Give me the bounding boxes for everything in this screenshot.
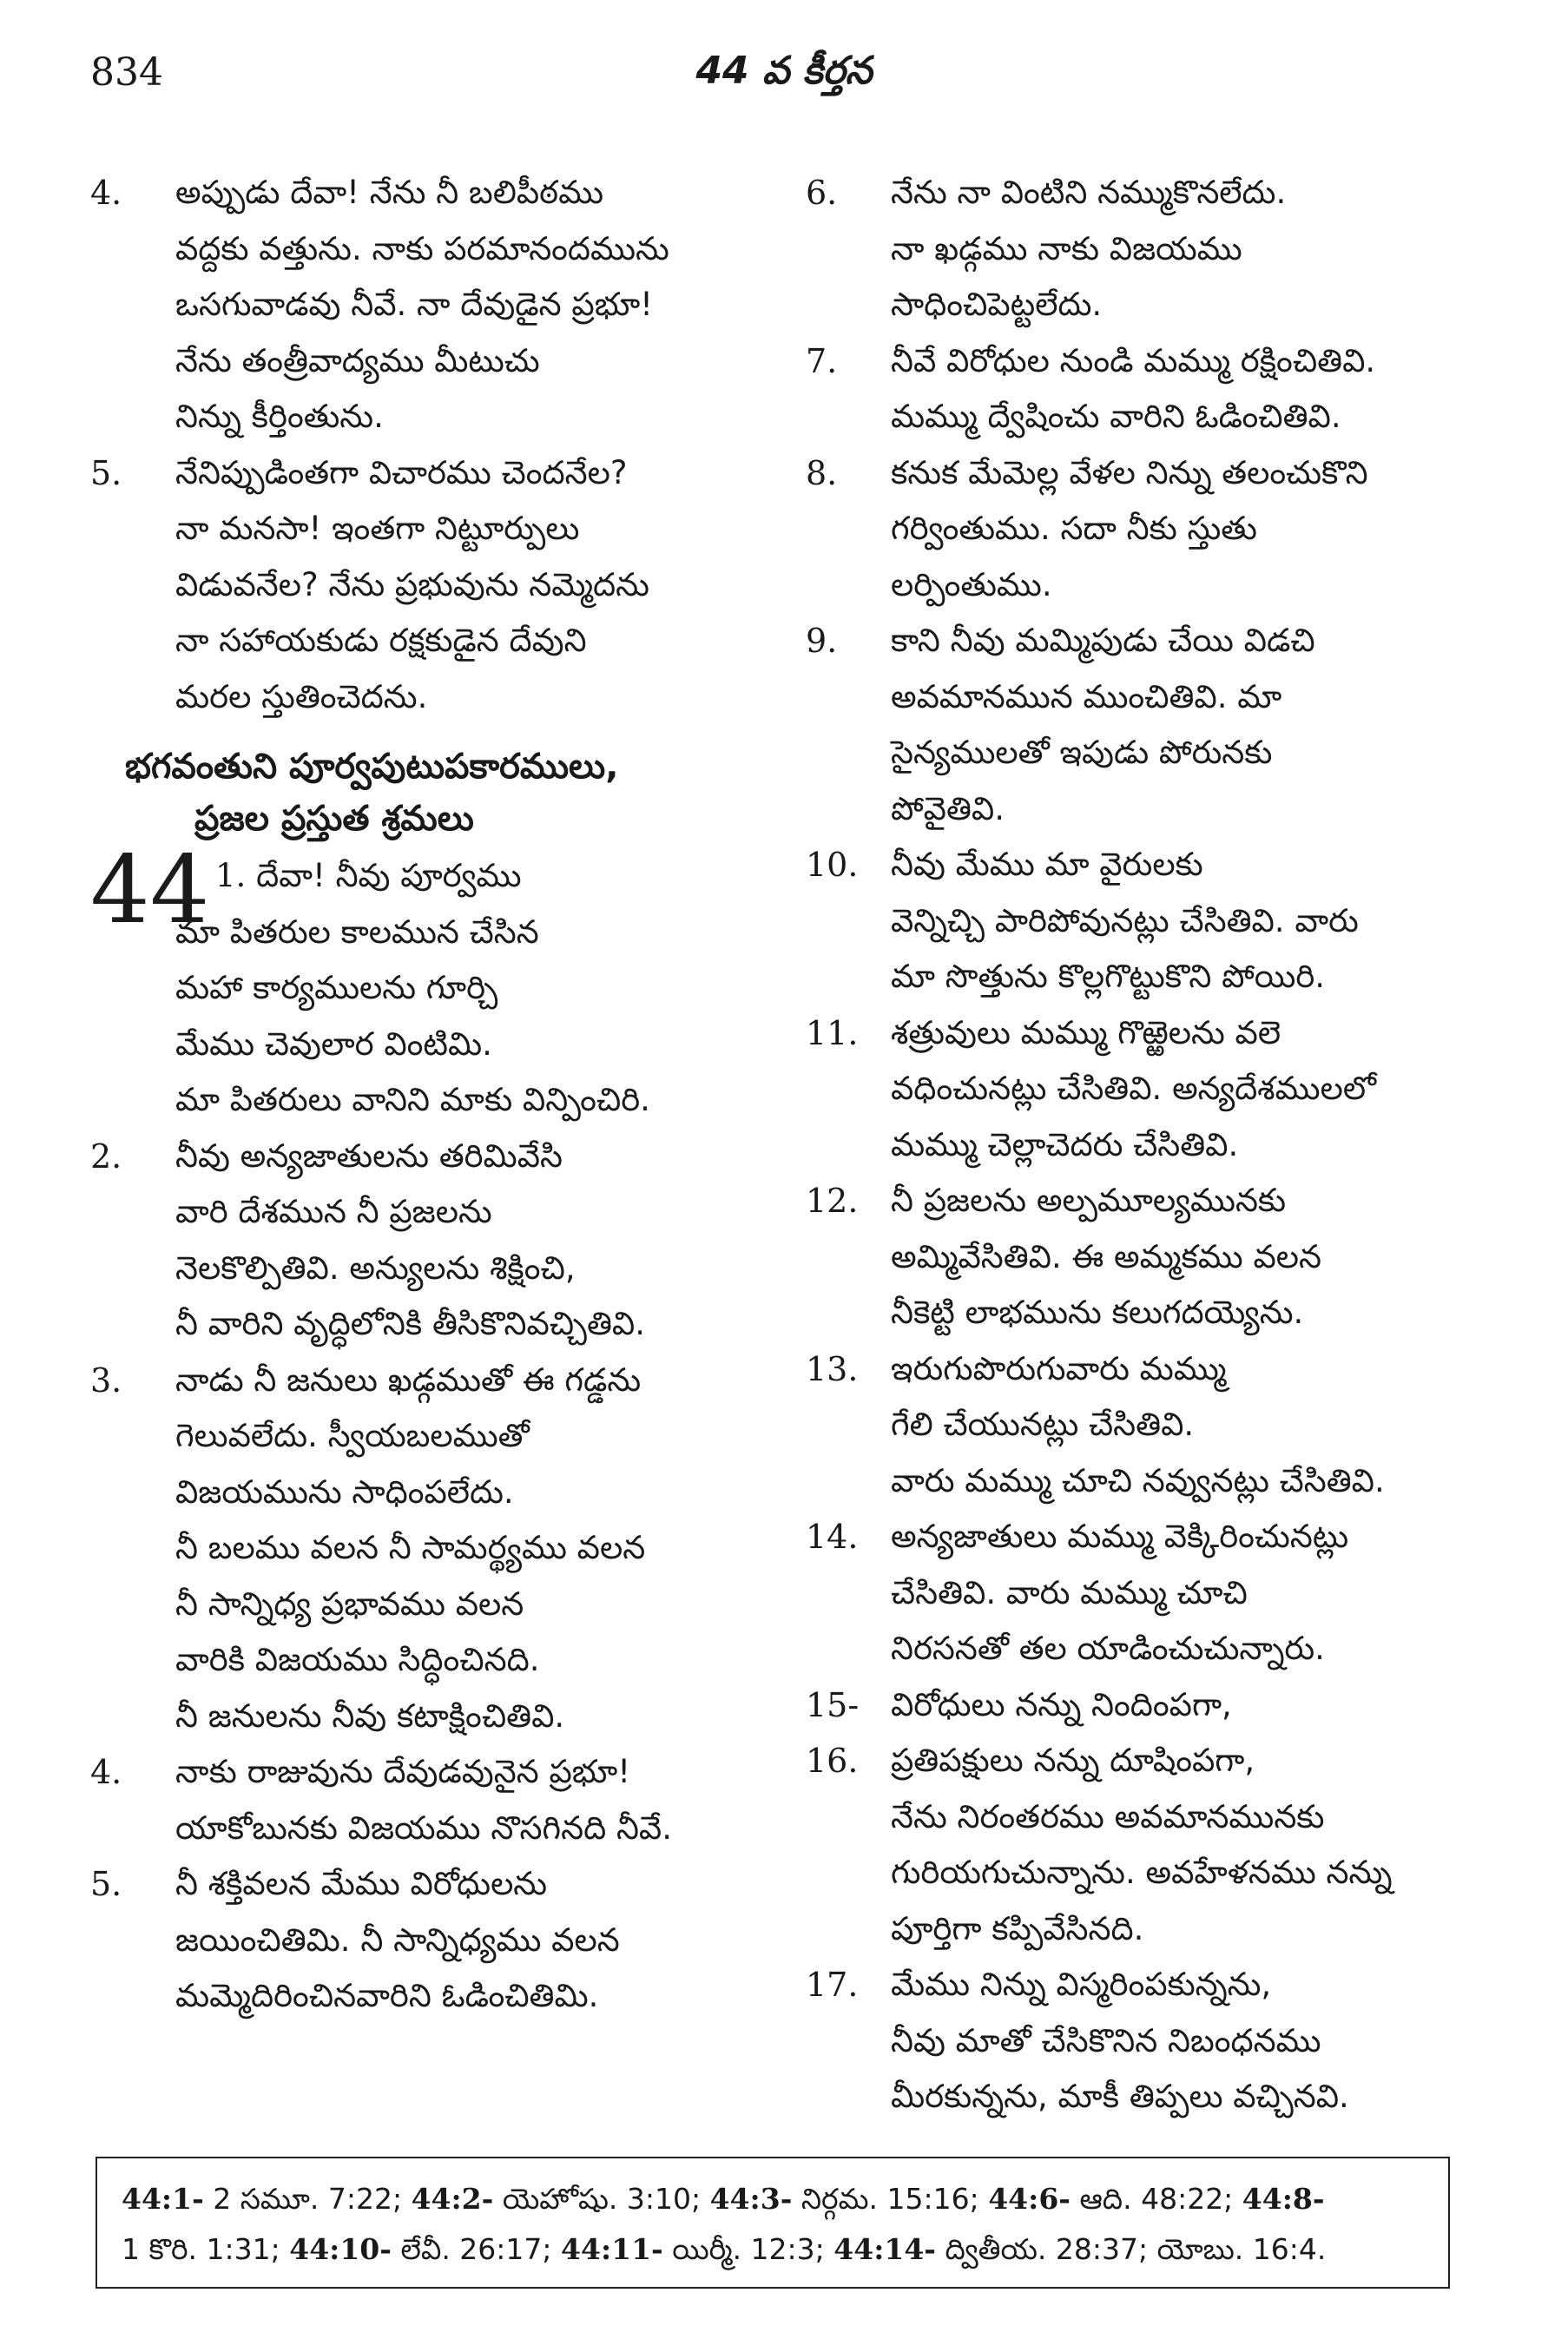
- verse-line: నిన్ను కీర్తింతును.: [175, 398, 384, 435]
- verse-line: మేము చెవులార వింటిమి.: [175, 1024, 492, 1063]
- verse-line: యాకోబునకు విజయము నొసగినది నీవే.: [175, 1808, 673, 1847]
- verse-line: మమ్ము ద్వేషించు వారిని ఓడించితివి.: [891, 398, 1341, 435]
- verse-line: నీకెట్టి లాభమును కలుగదయ్యెను.: [891, 1294, 1304, 1331]
- cross-reference-key: 44:11-: [561, 2232, 663, 2266]
- verse-line: నీ సాన్నిధ్య ప్రభావము వలన: [175, 1584, 524, 1623]
- verse-number: 3.: [90, 1360, 122, 1400]
- verse: [806, 333, 1466, 445]
- cross-reference-key: 44:3-: [709, 2182, 793, 2216]
- verse-line: నేను నా వింటిని నమ్ముకొనలేదు.: [891, 174, 1287, 211]
- verse-number: 9.: [806, 622, 838, 660]
- verse-line: నీవే విరోధుల నుండి మమ్ము రక్షించితివి.: [891, 341, 1376, 379]
- verse-line: కనుక మేమెల్ల వేళల నిన్ను తలంచుకొని: [891, 453, 1368, 491]
- verse-number: 5.: [90, 1865, 122, 1903]
- verse-line: వారికి విజయము సిద్ధించినది.: [175, 1641, 540, 1678]
- verse-line: మా పితరులు వానిని మాకు విన్పించిరి.: [175, 1081, 650, 1118]
- right-verses: [806, 165, 1466, 2125]
- verse-line: [215, 848, 750, 905]
- verse-line: నెలకొల్పితివి. అన్యులను శిక్షించి,: [175, 1248, 576, 1287]
- verse-line: నిరసనతో తల యాడించుచున్నారు.: [891, 1630, 1325, 1667]
- verse-text: దేవా! నీవు పూర్వము: [256, 857, 522, 894]
- page-number: 834: [90, 50, 163, 95]
- left-verses-bottom: [90, 1129, 750, 2025]
- cross-reference-target: ద్వితీయ. 28:37; యోబు. 16:4.: [936, 2232, 1327, 2266]
- running-title: 44 వ కీర్తన: [695, 49, 873, 93]
- verse-line: నా సహాయకుడు రక్షకుడైన దేవుని: [175, 622, 587, 659]
- cross-reference-target: యిర్మీ. 12:3;: [662, 2232, 834, 2266]
- verse: [806, 1677, 1466, 1958]
- cross-reference-key: 44:8-: [1242, 2182, 1325, 2216]
- verse-number: 5.: [90, 453, 122, 492]
- verse-line: గురియగుచున్నాను. అవహేళనము నన్ను: [891, 1854, 1393, 1891]
- cross-reference-line: [122, 2174, 1424, 2224]
- verse-number: 10.: [806, 846, 859, 884]
- verse-line: శత్రువులు మమ్ము గొఱ్ఱెలను వలె: [891, 1013, 1281, 1051]
- verse-line: నీవు మేము మా వైరులకు: [891, 846, 1203, 883]
- verse-line: సాధించిపెట్టలేదు.: [891, 286, 1103, 323]
- verse-line: మమ్మెదిరించినవారిని ఓడించితిమి.: [175, 1977, 599, 2014]
- verse-line: మీరకున్నను, మాకీ తిప్పలు వచ్చినవి.: [891, 2078, 1349, 2115]
- verse: [90, 165, 750, 445]
- verse: [806, 1005, 1466, 1174]
- verse-line: మమ్ము చెల్లాచెదరు చేసితివి.: [891, 1125, 1239, 1163]
- cross-reference-target: ఆది. 48:22;: [1070, 2182, 1242, 2216]
- verse-line: నీవు మాతో చేసికొనిన నిబంధనము: [891, 2021, 1321, 2059]
- verse-line: జయించితిమి. నీ సాన్నిధ్యము వలన: [175, 1920, 620, 1959]
- verse-line: గర్వింతుము. సదా నీకు స్తుతు: [891, 510, 1257, 547]
- verse: [806, 837, 1466, 1005]
- verse-line: వారు మమ్ము చూచి నవ్వునట్లు చేసితివి.: [891, 1461, 1385, 1499]
- verse-line: చేసితివి. వారు మమ్ము చూచి: [891, 1573, 1248, 1611]
- verse-line: నీ జనులను నీవు కటాక్షించితివి.: [175, 1696, 565, 1735]
- verse-number: 13.: [806, 1349, 859, 1388]
- cross-reference-target: నిర్గమ. 15:16;: [792, 2182, 989, 2216]
- cross-reference-target: 2 సమూ. 7:22;: [203, 2182, 412, 2216]
- cross-reference-target: 1 కొరి. 1:31;: [122, 2232, 290, 2266]
- verse: [90, 1856, 750, 2025]
- verse-line: ఒసగువాడవు నీవే. నా దేవుడైన ప్రభూ!: [175, 286, 654, 323]
- cross-reference-key: 44:10-: [289, 2232, 392, 2266]
- verse-number: 1.: [215, 857, 247, 894]
- verse-number: 12.: [806, 1182, 859, 1220]
- verse-line: కాని నీవు మమ్మిపుడు చేయి విడచి: [891, 622, 1315, 659]
- verse-line: నేనిప్పుడింతగా విచారము చెందనేల?: [175, 453, 628, 491]
- verse-line: గేలి చేయునట్లు చేసితివి.: [891, 1406, 1195, 1443]
- verse-number: 4.: [90, 174, 122, 212]
- verse: [806, 1957, 1466, 2125]
- verse-number: 15-16.: [806, 1685, 860, 1780]
- verse-line: పూర్తిగా కప్పివేసినది.: [891, 1909, 1144, 1947]
- verse: [90, 1129, 750, 1353]
- verse-line: వద్దకు వత్తును. నాకు పరమానందమును: [175, 229, 669, 267]
- verse-number: 7.: [806, 341, 838, 380]
- left-verses-top: [90, 165, 750, 725]
- verse-number: 8.: [806, 453, 838, 492]
- cross-reference-line: [122, 2224, 1424, 2275]
- chapter-number: 44: [90, 836, 210, 945]
- cross-reference-key: 44:1-: [122, 2182, 204, 2216]
- verse-line: అమ్మివేసితివి. ఈ అమ్మకము వలన: [891, 1237, 1322, 1275]
- verse-line: వధించునట్లు చేసితివి. అన్యదేశములలో: [891, 1070, 1376, 1107]
- verse-line: నేను నిరంతరము అవమానమునకు: [891, 1797, 1325, 1835]
- verse-line: వారి దేశమున నీ ప్రజలను: [175, 1193, 492, 1230]
- verse-line: నా మనసా! ఇంతగా నిట్టూర్పులు: [175, 510, 580, 547]
- cross-reference-box: [96, 2157, 1450, 2289]
- verse-line: అవమానమున ముంచితివి. మా: [891, 677, 1282, 715]
- verse: [90, 445, 750, 726]
- verse-number: 14.: [806, 1518, 859, 1556]
- verse-line: లర్పింతుము.: [891, 565, 1052, 603]
- verse: [806, 1341, 1466, 1510]
- verse-line: నీ బలము వలన నీ సామర్థ్యము వలన: [175, 1529, 646, 1566]
- verse-line: నీ శక్తివలన మేము విరోధులను: [175, 1865, 548, 1902]
- verse-line: విరోధులు నన్ను నిందింపగా,: [891, 1685, 1232, 1723]
- right-column: [806, 165, 1466, 2125]
- section-heading-line: ప్రజల ప్రస్తుత శ్రమలు: [194, 799, 474, 839]
- cross-reference-target: యెహోషు. 3:10;: [493, 2182, 710, 2216]
- section-heading: [125, 741, 750, 845]
- verse: [806, 445, 1466, 614]
- verse-line: నాడు నీ జనులు ఖడ్గముతో ఈ గడ్డను: [175, 1360, 642, 1399]
- verse-line: మా పితరుల కాలమున చేసిన: [175, 912, 539, 951]
- verse-line: మరల స్తుతించెదను.: [175, 677, 428, 715]
- verse-line: నా ఖడ్గము నాకు విజయము: [891, 229, 1242, 267]
- section-heading-line: భగవంతుని పూర్వపుటుపకారములు,: [125, 747, 619, 787]
- chapter-start: [90, 836, 750, 1129]
- verse: [806, 165, 1466, 333]
- verse-line: మేము నిన్ను విస్మరింపకున్నను,: [891, 1966, 1272, 2003]
- verse-line: నీ వారిని వృద్ధిలోనికి తీసికొనివచ్చితివి.: [175, 1305, 645, 1342]
- cross-reference-key: 44:2-: [411, 2182, 494, 2216]
- verse-line: నీ ప్రజలను అల్పమూల్యమునకు: [891, 1182, 1287, 1219]
- cross-reference-key: 44:14-: [833, 2232, 936, 2266]
- verse-line: పోవైతివి.: [891, 789, 1005, 827]
- verse: [806, 1173, 1466, 1341]
- verse-number: 4.: [90, 1753, 122, 1791]
- verse-line: నాకు రాజువును దేవుడవునైన ప్రభూ!: [175, 1753, 631, 1790]
- left-column: [90, 165, 750, 2025]
- verse: [90, 1744, 750, 1856]
- verse: [806, 613, 1466, 837]
- verse-number: 17.: [806, 1966, 859, 2004]
- verse-number: 6.: [806, 174, 838, 212]
- verse-line: నేను తంత్రీవాద్యము మీటుచు: [175, 341, 540, 379]
- verse-line: విడువనేల? నేను ప్రభువును నమ్మెదను: [175, 565, 649, 603]
- verse-line: నీవు అన్యజాతులను తరిమివేసి: [175, 1136, 563, 1175]
- verse-number: 11.: [806, 1013, 859, 1052]
- verse-line: మా సొత్తును కొల్లగొట్టుకొని పోయిరి.: [891, 958, 1326, 995]
- cross-reference-target: లేవీ. 26:17;: [391, 2232, 562, 2266]
- verse-number: 2.: [90, 1136, 122, 1176]
- verse: [90, 1353, 750, 1745]
- verse-line: మహా కార్యములను గూర్చి: [175, 969, 498, 1006]
- verse-line: అప్పుడు దేవా! నేను నీ బలిపీఠము: [175, 174, 604, 211]
- verse-line: ప్రతిపక్షులు నన్ను దూషింపగా,: [891, 1742, 1255, 1779]
- verse-line: గెలువలేదు. స్వీయబలముతో: [175, 1417, 530, 1454]
- verse-line: సైన్యములతో ఇపుడు పోరునకు: [891, 734, 1273, 771]
- verse-line: ఇరుగుపొరుగువారు మమ్ము: [891, 1349, 1227, 1387]
- verse-line: విజయమును సాధింపలేదు.: [175, 1472, 514, 1511]
- verse-line: వెన్నిచ్చి పారిపోవునట్లు చేసితివి. వారు: [891, 901, 1359, 939]
- verse-line: అన్యజాతులు మమ్ము వెక్కిరించునట్లు: [891, 1518, 1349, 1555]
- verse: [806, 1509, 1466, 1677]
- cross-reference-key: 44:6-: [988, 2182, 1071, 2216]
